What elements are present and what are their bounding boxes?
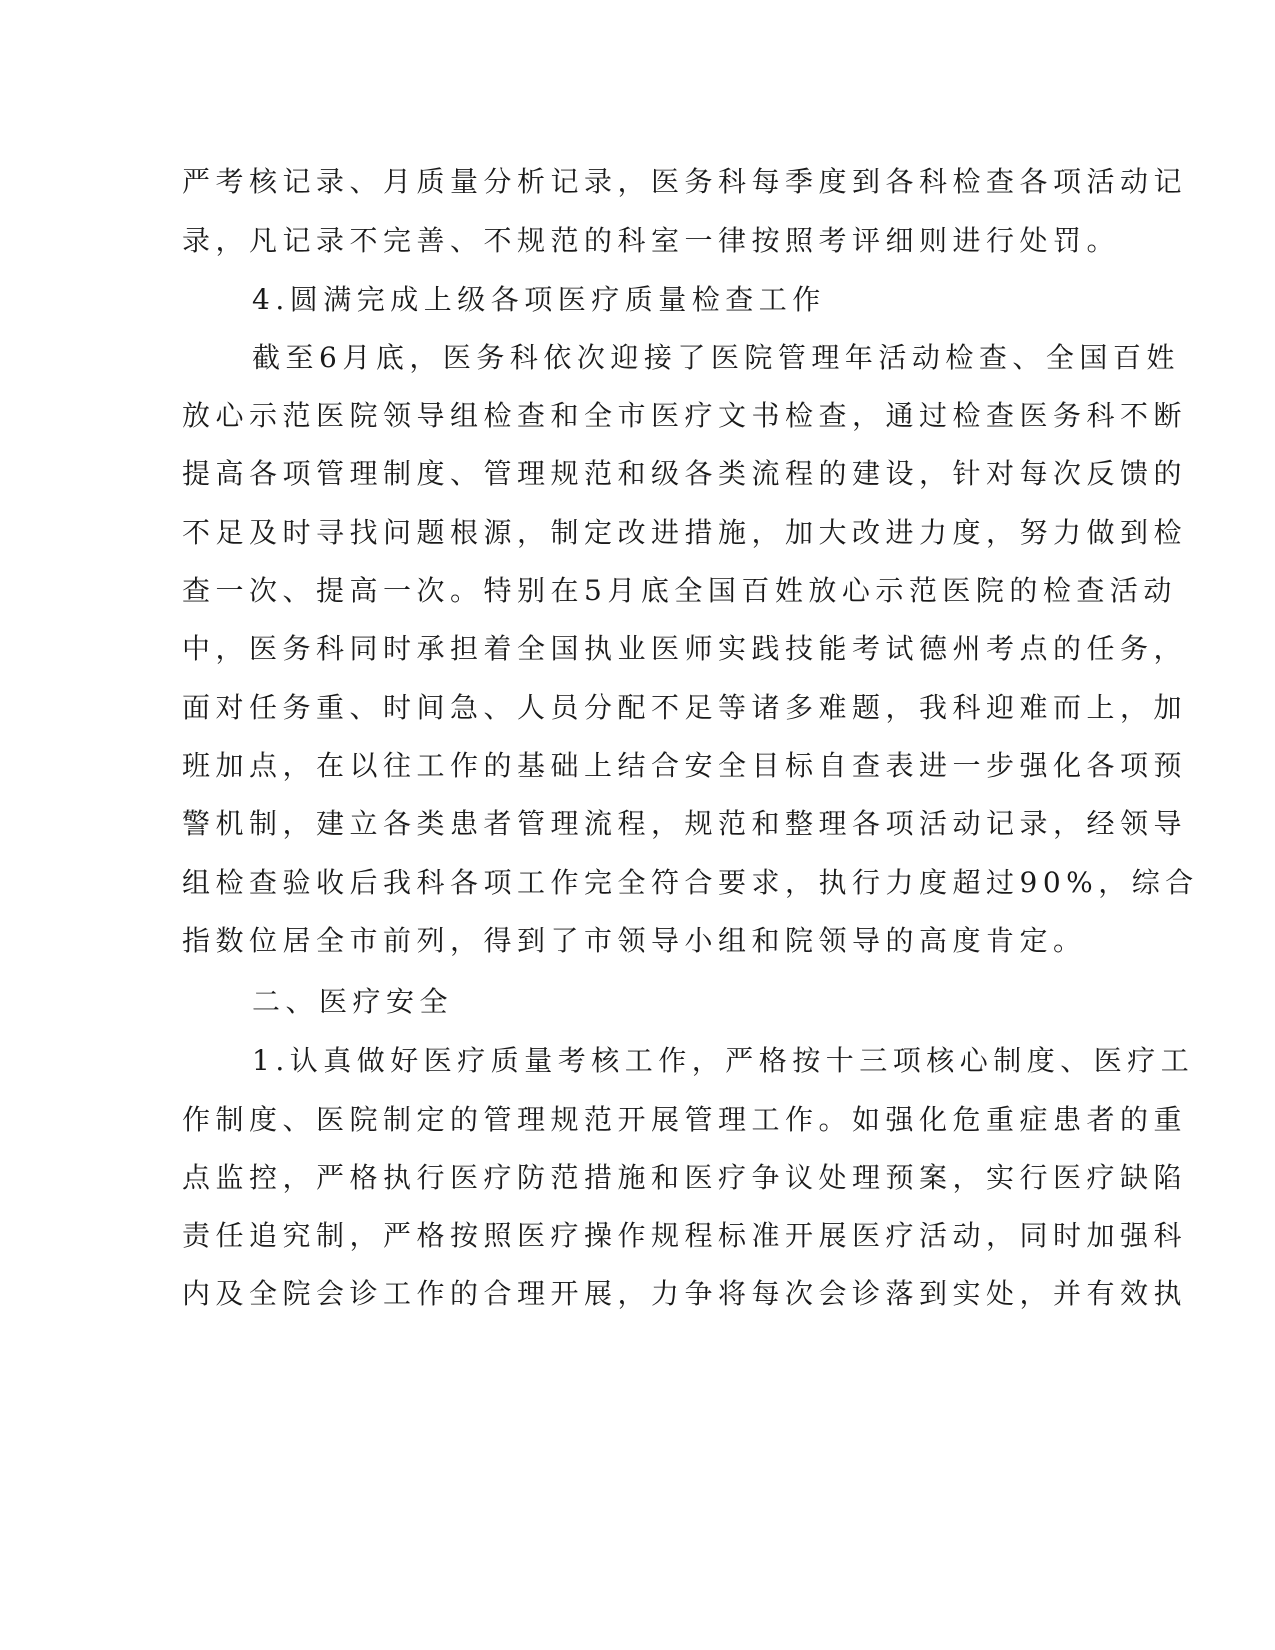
body-text-line: 指数位居全市前列，得到了市领导小组和院领导的高度肯定。 bbox=[182, 924, 1087, 957]
section-heading: 4.圆满完成上级各项医疗质量检查工作 bbox=[252, 283, 826, 316]
body-text-line: 内及全院会诊工作的合理开展，力争将每次会诊落到实处，并有效执 bbox=[182, 1277, 1188, 1310]
body-text-line: 责任追究制，严格按照医疗操作规程标准开展医疗活动，同时加强科 bbox=[182, 1219, 1188, 1252]
body-text-line: 放心示范医院领导组检查和全市医疗文书检查，通过检查医务科不断 bbox=[182, 399, 1188, 432]
body-text-line: 录，凡记录不完善、不规范的科室一律按照考评细则进行处罚。 bbox=[182, 224, 1121, 257]
body-text-line: 点监控，严格执行医疗防范措施和医疗争议处理预案，实行医疗缺陷 bbox=[182, 1161, 1188, 1194]
body-text-line: 警机制，建立各类患者管理流程，规范和整理各项活动记录，经领导 bbox=[182, 807, 1188, 840]
body-text-line: 组检查验收后我科各项工作完全符合要求，执行力度超过90%，综合 bbox=[182, 866, 1199, 899]
body-text-line: 1.认真做好医疗质量考核工作，严格按十三项核心制度、医疗工 bbox=[252, 1044, 1195, 1077]
body-text-line: 面对任务重、时间急、人员分配不足等诸多难题，我科迎难而上，加 bbox=[182, 691, 1188, 724]
body-text-line: 严考核记录、月质量分析记录，医务科每季度到各科检查各项活动记 bbox=[182, 165, 1188, 198]
body-text-line: 提高各项管理制度、管理规范和级各类流程的建设，针对每次反馈的 bbox=[182, 457, 1188, 490]
section-heading: 二、医疗安全 bbox=[252, 985, 454, 1018]
body-text-line: 班加点，在以往工作的基础上结合安全目标自查表进一步强化各项预 bbox=[182, 749, 1188, 782]
body-text-line: 作制度、医院制定的管理规范开展管理工作。如强化危重症患者的重 bbox=[182, 1103, 1188, 1136]
body-text-line: 查一次、提高一次。特别在5月底全国百姓放心示范医院的检查活动 bbox=[182, 574, 1177, 607]
body-text-line: 中，医务科同时承担着全国执业医师实践技能考试德州考点的任务， bbox=[182, 632, 1188, 665]
body-text-line: 不足及时寻找问题根源，制定改进措施，加大改进力度，努力做到检 bbox=[182, 516, 1188, 549]
body-text-line: 截至6月底，医务科依次迎接了医院管理年活动检查、全国百姓 bbox=[252, 341, 1180, 374]
